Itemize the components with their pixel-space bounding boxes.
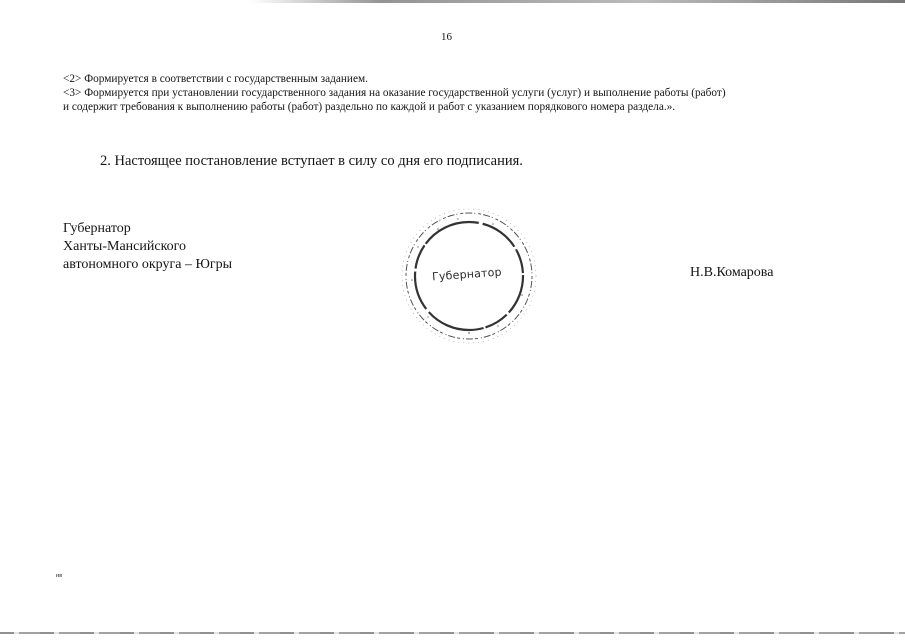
signatory-title — [63, 220, 232, 274]
document-initials: нв — [56, 573, 63, 579]
scan-edge-top — [250, 0, 905, 3]
footnotes — [63, 72, 853, 114]
resolution-clause: 2. Настоящее постановление вступает в силу со дня его подписания. — [100, 153, 523, 169]
footnote-3-line-1: <3> Формируется при установлении государственного задания на оказание государственной услуги (услуг) и выполнение работы (работ) — [63, 87, 726, 99]
stamp-text: Губернатор — [431, 265, 503, 284]
scan-edge-bottom — [0, 632, 905, 634]
signatory-title-line: Губернатор — [63, 221, 131, 236]
footnote-3-line-2: и содержит требования к выполнению работы (работ) раздельно по каждой и работ с указанием порядкового номера раздела.». — [63, 101, 676, 113]
signatory-title-line: Ханты-Мансийского — [63, 239, 187, 254]
signer-name: Н.В.Комарова — [690, 265, 774, 280]
footnote-2: <2> Формируется в соответствии с государственным заданием. — [63, 73, 368, 85]
signatory-title-line: автономного округа – Югры — [63, 257, 232, 272]
page-number: 16 — [441, 31, 452, 43]
